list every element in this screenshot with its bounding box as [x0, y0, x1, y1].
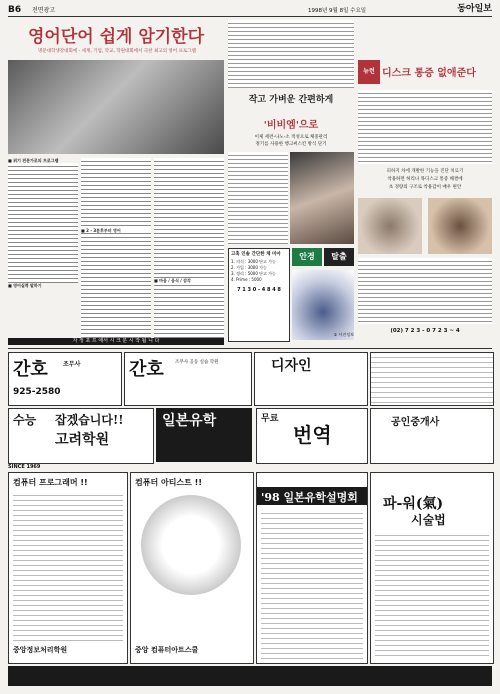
right-article-title: 디스크 통증 없애준다	[382, 68, 476, 79]
ad-realtor	[370, 408, 494, 464]
ad1-sub: 조무사	[63, 361, 81, 368]
ad-design	[254, 352, 368, 406]
ad3-title: 디자인	[271, 358, 312, 374]
woman-portrait-photo	[290, 152, 354, 244]
ad-korea-academy	[8, 408, 154, 464]
ad7-title: 공인중개사	[391, 417, 440, 428]
middle-headline-1: 작고 가벼운 간편하게	[248, 95, 334, 105]
neck-device-photo	[358, 198, 422, 254]
ad1-title: 간호	[13, 359, 48, 380]
ad11-body	[375, 531, 489, 659]
ad6-title: 무료	[261, 414, 279, 424]
divider	[8, 348, 492, 349]
ad-japan-study	[156, 408, 252, 462]
issue-date: 1998년 9월 8일 수요일	[308, 8, 367, 14]
ad9-brand: 중앙 컴퓨터아트스쿨	[135, 646, 199, 654]
middle-list-item: 2. 가입 : 3000 가능	[231, 265, 267, 270]
ad11-sub: 시술법	[411, 513, 446, 527]
badge-glasses: 안경	[292, 248, 322, 266]
ad-nursing-1	[8, 352, 122, 406]
page-header	[8, 6, 492, 17]
left-col-3-text	[154, 158, 224, 338]
ad4-sub: 잡겠습니다!!	[55, 413, 124, 427]
ad2-sub: 조무사 공동 실습 학원	[175, 360, 219, 365]
section-label: 전면광고	[32, 7, 56, 14]
ad9-title: 컴퓨터 아티스트 !!	[135, 478, 202, 487]
right-body-text	[358, 90, 492, 164]
ad-translation	[256, 408, 368, 464]
device-product-photo	[292, 270, 354, 340]
ad10-title-bar	[257, 487, 367, 505]
ad-nursing-2	[124, 352, 252, 406]
left-article-title: 영어단어 쉽게 암기한다	[27, 27, 205, 47]
right-body-text-2	[358, 258, 492, 324]
left-bullet-3: ■ 2 - 3분후부터 영어	[81, 228, 151, 233]
left-col-1-text	[8, 158, 78, 338]
middle-list-item: 4. Prime : 5000	[231, 277, 262, 282]
middle-list-item: 3. 정리 : 5000 단고 가능	[231, 271, 276, 276]
ad4-brand: 고려학원	[55, 432, 110, 448]
middle-body-text	[228, 152, 288, 244]
middle-top-text	[228, 20, 354, 88]
ad-computer-artist	[130, 472, 254, 664]
left-bullet-1: ■ 위기 전문가로의 프로그램	[8, 158, 59, 163]
page-number: B6	[8, 5, 22, 15]
right-subhead-3: 초 경량의 구조로 착용감이 매우 편안	[388, 185, 462, 190]
right-article	[358, 20, 492, 345]
since-label: SINCE 1969	[8, 464, 41, 470]
right-contact: (02) 7 2 3 - 0 7 2 3 ~ 4	[390, 328, 460, 334]
body-text-lines	[8, 163, 78, 283]
business-meeting-photo	[8, 60, 224, 154]
middle-info-box	[228, 248, 290, 342]
ad4-title: 수능	[13, 413, 37, 427]
middle-article	[228, 20, 354, 345]
ad6-main: 번역	[293, 423, 332, 447]
left-bullet-4: ■ 마음 / 음식 / 감각	[154, 278, 224, 283]
ad8-brand: 중앙정보처리학원	[13, 646, 68, 654]
ad10-title: '98 일본유학설명회	[261, 491, 358, 504]
ad2-title: 간호	[129, 359, 164, 380]
ad5-title: 일본유학	[162, 413, 217, 429]
ad8-title: 컴퓨터 프로그래머 !!	[13, 478, 88, 487]
left-bullet-2: ■ 영어실력 말하기	[8, 283, 42, 288]
left-article-subtitle: 명문대학생강대회에 - 세계, 기업, 학교, 학원대회에서 극찬 최고의 영어 프로그램	[38, 49, 196, 54]
ad1-phone: 925-2580	[13, 387, 61, 397]
publication-name: 동아일보	[457, 4, 492, 14]
brand-tag: 뉴런	[358, 60, 380, 84]
middle-list	[229, 259, 289, 283]
left-article-footer: 자 정 포 프 에서 시 크 분 시 작 됩 니 다	[8, 338, 224, 345]
middle-photo-note: ① 사진정보	[333, 332, 354, 337]
badge-escape: 탈출	[324, 248, 354, 266]
ad9-circle-graphic	[141, 495, 241, 595]
ad8-body	[13, 491, 123, 641]
middle-headline-2: '비비엠'으로	[263, 120, 319, 131]
ad11-title: 파-워(氣)	[383, 496, 444, 512]
ad-power-therapy	[370, 472, 494, 664]
middle-subhead-2: 정기를 사용한 행크써스킨 방식 단기	[255, 142, 327, 147]
middle-phone: 7 1 3 0 - 4 8 4 8	[237, 287, 281, 293]
ad-computer-programmer	[8, 472, 128, 664]
footer-bar	[8, 666, 492, 686]
right-subhead-2: 착용하면 허리나 목디스크 통증 해결에	[387, 177, 463, 182]
left-col-2-text	[81, 158, 151, 338]
middle-list-item: 1. 의식 : 3000 단고 가능	[231, 259, 276, 264]
right-subhead-1: 피하지 차에 개발한 기능을 진단 치료기	[386, 169, 464, 174]
ad-right-top	[370, 352, 494, 406]
ad10-body	[261, 509, 363, 659]
middle-list-title: 고혹 인솔 간단한 체 미아	[231, 252, 281, 257]
left-article	[8, 20, 224, 345]
middle-subhead-1: 이제 세련-나노-소 적성으로 체중관리	[254, 135, 328, 140]
ad-japan-briefing	[256, 472, 368, 664]
waist-device-photo	[428, 198, 492, 254]
